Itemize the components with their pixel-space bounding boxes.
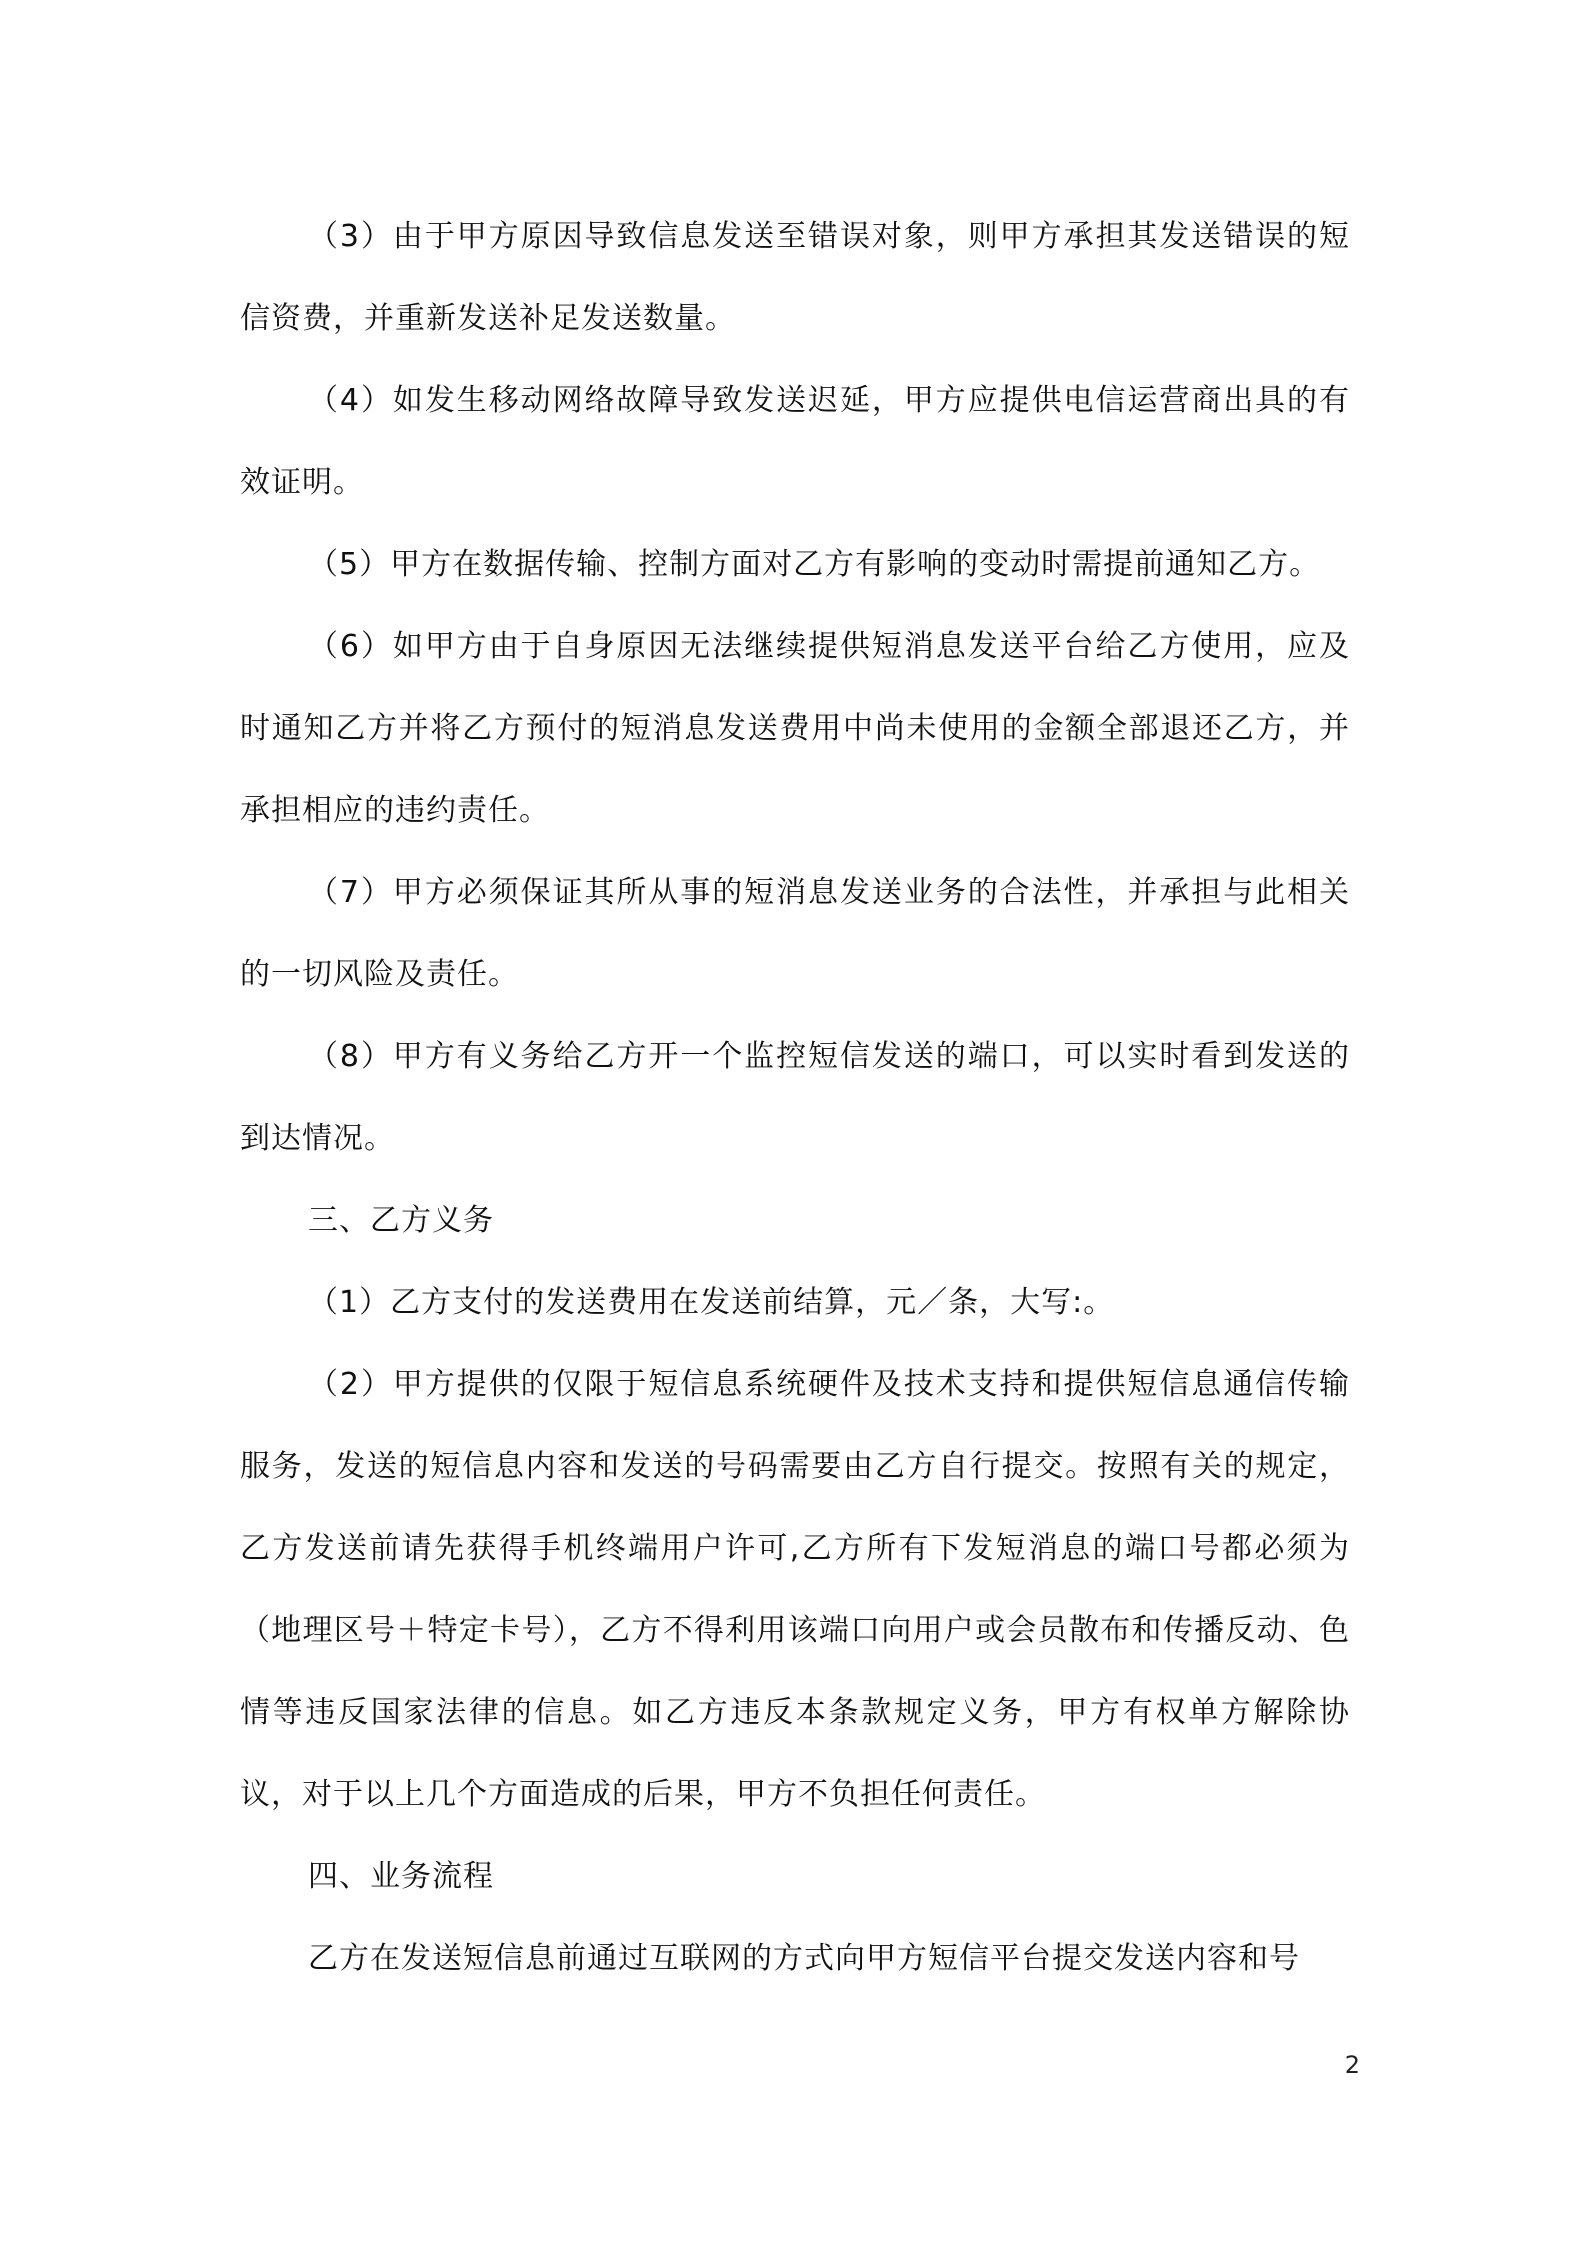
clause-7-paragraph: （7）甲方必须保证其所从事的短消息发送业务的合法性，并承担与此相关的一切风险及责任。	[240, 875, 1350, 992]
page-number: 2	[1344, 2051, 1360, 2079]
clause-5-paragraph: （5）甲方在数据传输、控制方面对乙方有影响的变动时需提前通知乙方。	[308, 547, 1321, 582]
clause-4-paragraph: （4）如发生移动网络故障导致发送迟延，甲方应提供电信运营商出具的有效证明。	[240, 383, 1350, 500]
document-body	[240, 196, 1350, 2000]
section-heading-business-process: 四、业务流程	[308, 1859, 494, 1894]
clause-8-paragraph: （8）甲方有义务给乙方开一个监控短信发送的端口，可以实时看到发送的到达情况。	[240, 1039, 1350, 1156]
clause-3-paragraph: （3）由于甲方原因导致信息发送至错误对象，则甲方承担其发送错误的短信资费，并重新发送补足发送数量。	[240, 219, 1350, 336]
section-heading-party-b-obligations: 三、乙方义务	[308, 1203, 494, 1238]
clause-6-paragraph: （6）如甲方由于自身原因无法继续提供短消息发送平台给乙方使用，应及时通知乙方并将乙方预付的短消息发送费用中尚未使用的金额全部退还乙方，并承担相应的违约责任。	[240, 629, 1350, 828]
party-b-clause-2-paragraph: （2）甲方提供的仅限于短信息系统硬件及技术支持和提供短信息通信传输服务，发送的短信息内容和发送的号码需要由乙方自行提交。按照有关的规定，乙方发送前请先获得手机终端用户许可,乙方所有下发短消息的端口号都必须为（地理区号＋特定卡号），乙方不得利用该端口向用户或会员散布和传播反动、色情等违反国家法律的信息。如乙方违反本条款规定义务，甲方有权单方解除协议，对于以上几个方面造成的后果，甲方不负担任何责任。	[240, 1367, 1350, 1812]
party-b-clause-1-paragraph: （1）乙方支付的发送费用在发送前结算，元／条，大写:。	[308, 1285, 1115, 1320]
business-process-paragraph: 乙方在发送短信息前通过互联网的方式向甲方短信平台提交发送内容和号	[308, 1941, 1300, 1976]
